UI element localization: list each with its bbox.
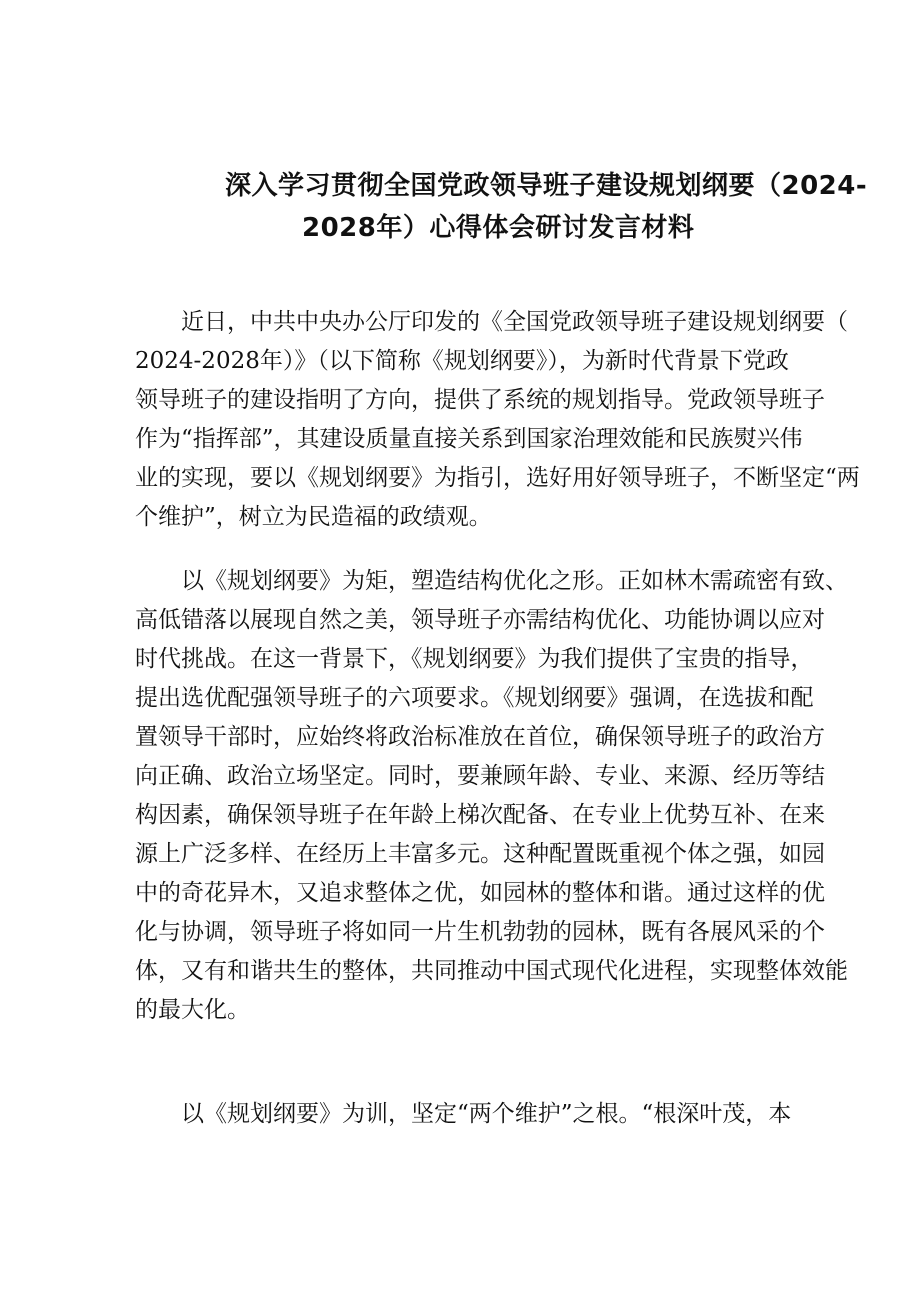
document-title-line-2: 2028年）心得体会研讨发言材料 (302, 213, 695, 243)
text-line: 源上广泛多样、在经历上丰富多元。这种配置既重视个体之强，如园 (135, 841, 825, 867)
text-line: 置领导干部时，应始终将政治标准放在首位，确保领导班子的政治方 (135, 724, 825, 750)
text-line: 业的实现，要以《规划纲要》为指引，选好用好领导班子，不断坚定“两 (135, 465, 860, 491)
paragraph-structure-optimization (135, 562, 848, 1030)
text-line: 领导班子的建设指明了方向，提供了系统的规划指导。党政领导班子 (135, 387, 825, 413)
text-line: 时代挑战。在这一背景下，《规划纲要》为我们提供了宝贵的指导， (135, 646, 814, 672)
text-line: 体，又有和谐共生的整体，共同推动中国式现代化进程，实现整体效能 (135, 958, 848, 984)
text-line: 提出选优配强领导班子的六项要求。《规划纲要》强调，在选拔和配 (135, 685, 814, 711)
text-line: 个维护”，树立为民造福的政绩观。 (135, 504, 492, 530)
text-line: 化与协调，领导班子将如同一片生机勃勃的园林，既有各展风采的个 (135, 919, 825, 945)
text-line: 构因素，确保领导班子在年龄上梯次配备、在专业上优势互补、在来 (135, 802, 825, 828)
paragraph-intro (135, 303, 860, 537)
text-line: 的最大化。 (135, 997, 250, 1023)
text-line: 近日，中共中央办公厅印发的《全国党政领导班子建设规划纲要（ (135, 309, 848, 335)
text-line: 以《规划纲要》为矩，塑造结构优化之形。正如林木需疏密有致、 (135, 568, 848, 594)
text-line: 以《规划纲要》为训，坚定“两个维护”之根。“根深叶茂，本 (135, 1101, 792, 1127)
paragraph-two-safeguards (135, 1095, 795, 1134)
text-line: 中的奇花异木，又追求整体之优，如园林的整体和谐。通过这样的优 (135, 880, 825, 906)
text-line: 作为“指挥部”，其建设质量直接关系到国家治理效能和民族熨兴伟 (135, 426, 803, 452)
text-line: 向正确、政治立场坚定。同时，要兼顾年龄、专业、来源、经历等结 (135, 763, 825, 789)
text-line: 2024-2028年）》（以下简称《规划纲要》），为新时代背景下党政 (135, 348, 789, 374)
text-line: 高低错落以展现自然之美，领导班子亦需结构优化、功能协调以应对 (135, 607, 825, 633)
document-title-line-1: 深入学习贯彻全国党政领导班子建设规划纲要（2024- (225, 171, 868, 201)
